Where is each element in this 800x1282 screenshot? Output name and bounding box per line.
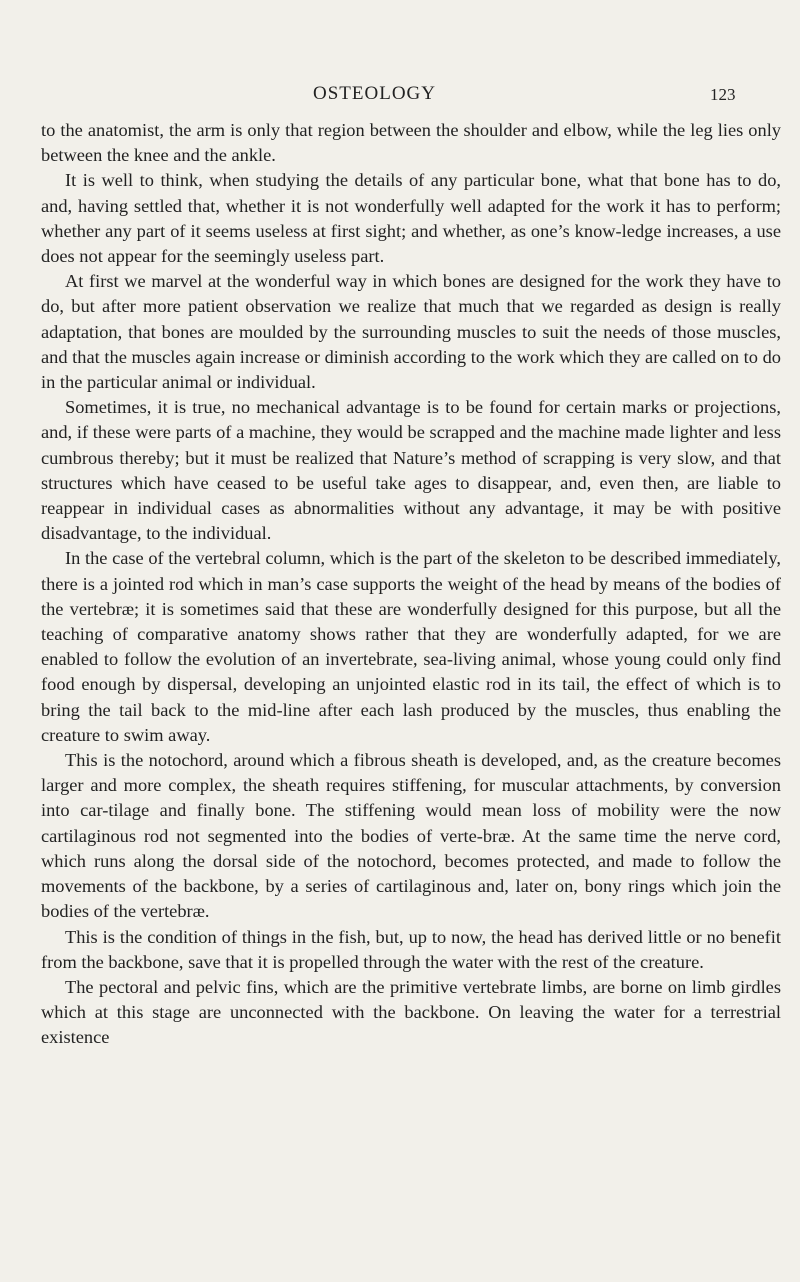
paragraph: The pectoral and pelvic fins, which are the primitive vertebrate limbs, are borne on limb girdles which at this stage are unconnected with the backbone. On leaving the water for a terrestrial existence bbox=[41, 976, 781, 1048]
page-header bbox=[0, 83, 800, 113]
paragraph: This is the notochord, around which a fibrous sheath is developed, and, as the creature becomes larger and more complex, the sheath requires stiffening, for muscular attachments, by conversion into car-tilage and finally bone. The stiffening would mean loss of mobility were the now cartilaginous rod not segmented into the bodies of verte-bræ. At the same time the nerve cord, which runs along the dorsal side of the notochord, becomes protected, and made to follow the movements of the backbone, by a series of cartilaginous and, later on, bony rings which join the bodies of the vertebræ. bbox=[41, 750, 781, 922]
paragraph: At first we marvel at the wonderful way in which bones are designed for the work they have to do, but after more patient observation we realize that much that we regarded as design is really adaptation, that bones are moulded by the surrounding muscles to suit the needs of those muscles, and that the muscles again increase or diminish according to the work which they are called on to do in the particular animal or individual. bbox=[41, 271, 781, 393]
paragraph: Sometimes, it is true, no mechanical advantage is to be found for certain marks or projections, and, if these were parts of a machine, they would be scrapped and the machine made lighter and less cumbrous thereby; but it must be realized that Nature’s method of scrapping is very slow, and that structures which have ceased to be useful take ages to disappear, and, even then, are liable to reappear in individual cases as abnormalities without any advantage, it may be with positive disadvantage, to the individual. bbox=[41, 397, 781, 544]
paragraph: It is well to think, when studying the details of any particular bone, what that bone has to do, and, having settled that, whether it is not wonderfully well adapted for the work it has to perform; whether any part of it seems useless at first sight; and whether, as one’s know-ledge increases, a use does not appear for the seemingly useless part. bbox=[41, 170, 781, 267]
paragraph: This is the condition of things in the fish, but, up to now, the head has derived little or no benefit from the backbone, save that it is propelled through the water with the rest of the creature. bbox=[41, 926, 781, 972]
body-text bbox=[41, 118, 781, 1051]
paragraph: to the anatomist, the arm is only that region between the shoulder and elbow, while the leg lies only between the knee and the ankle. bbox=[41, 120, 781, 166]
paragraph: In the case of the vertebral column, which is the part of the skeleton to be described immediately, there is a jointed rod which in man’s case supports the weight of the head by means of the bodies of the vertebræ; it is sometimes said that these are wonderfully designed for this purpose, but all the teaching of comparative anatomy shows rather that they are wonderfully adapted, for we are enabled to follow the evolution of an invertebrate, sea-living animal, whose young could only find food enough by dispersal, developing an unjointed elastic rod in its tail, the effect of which is to bring the tail back to the mid-line after each lash produced by the muscles, thus enabling the creature to swim away. bbox=[41, 548, 781, 745]
page-number: 123 bbox=[710, 85, 736, 104]
running-head: OSTEOLOGY bbox=[313, 83, 436, 104]
